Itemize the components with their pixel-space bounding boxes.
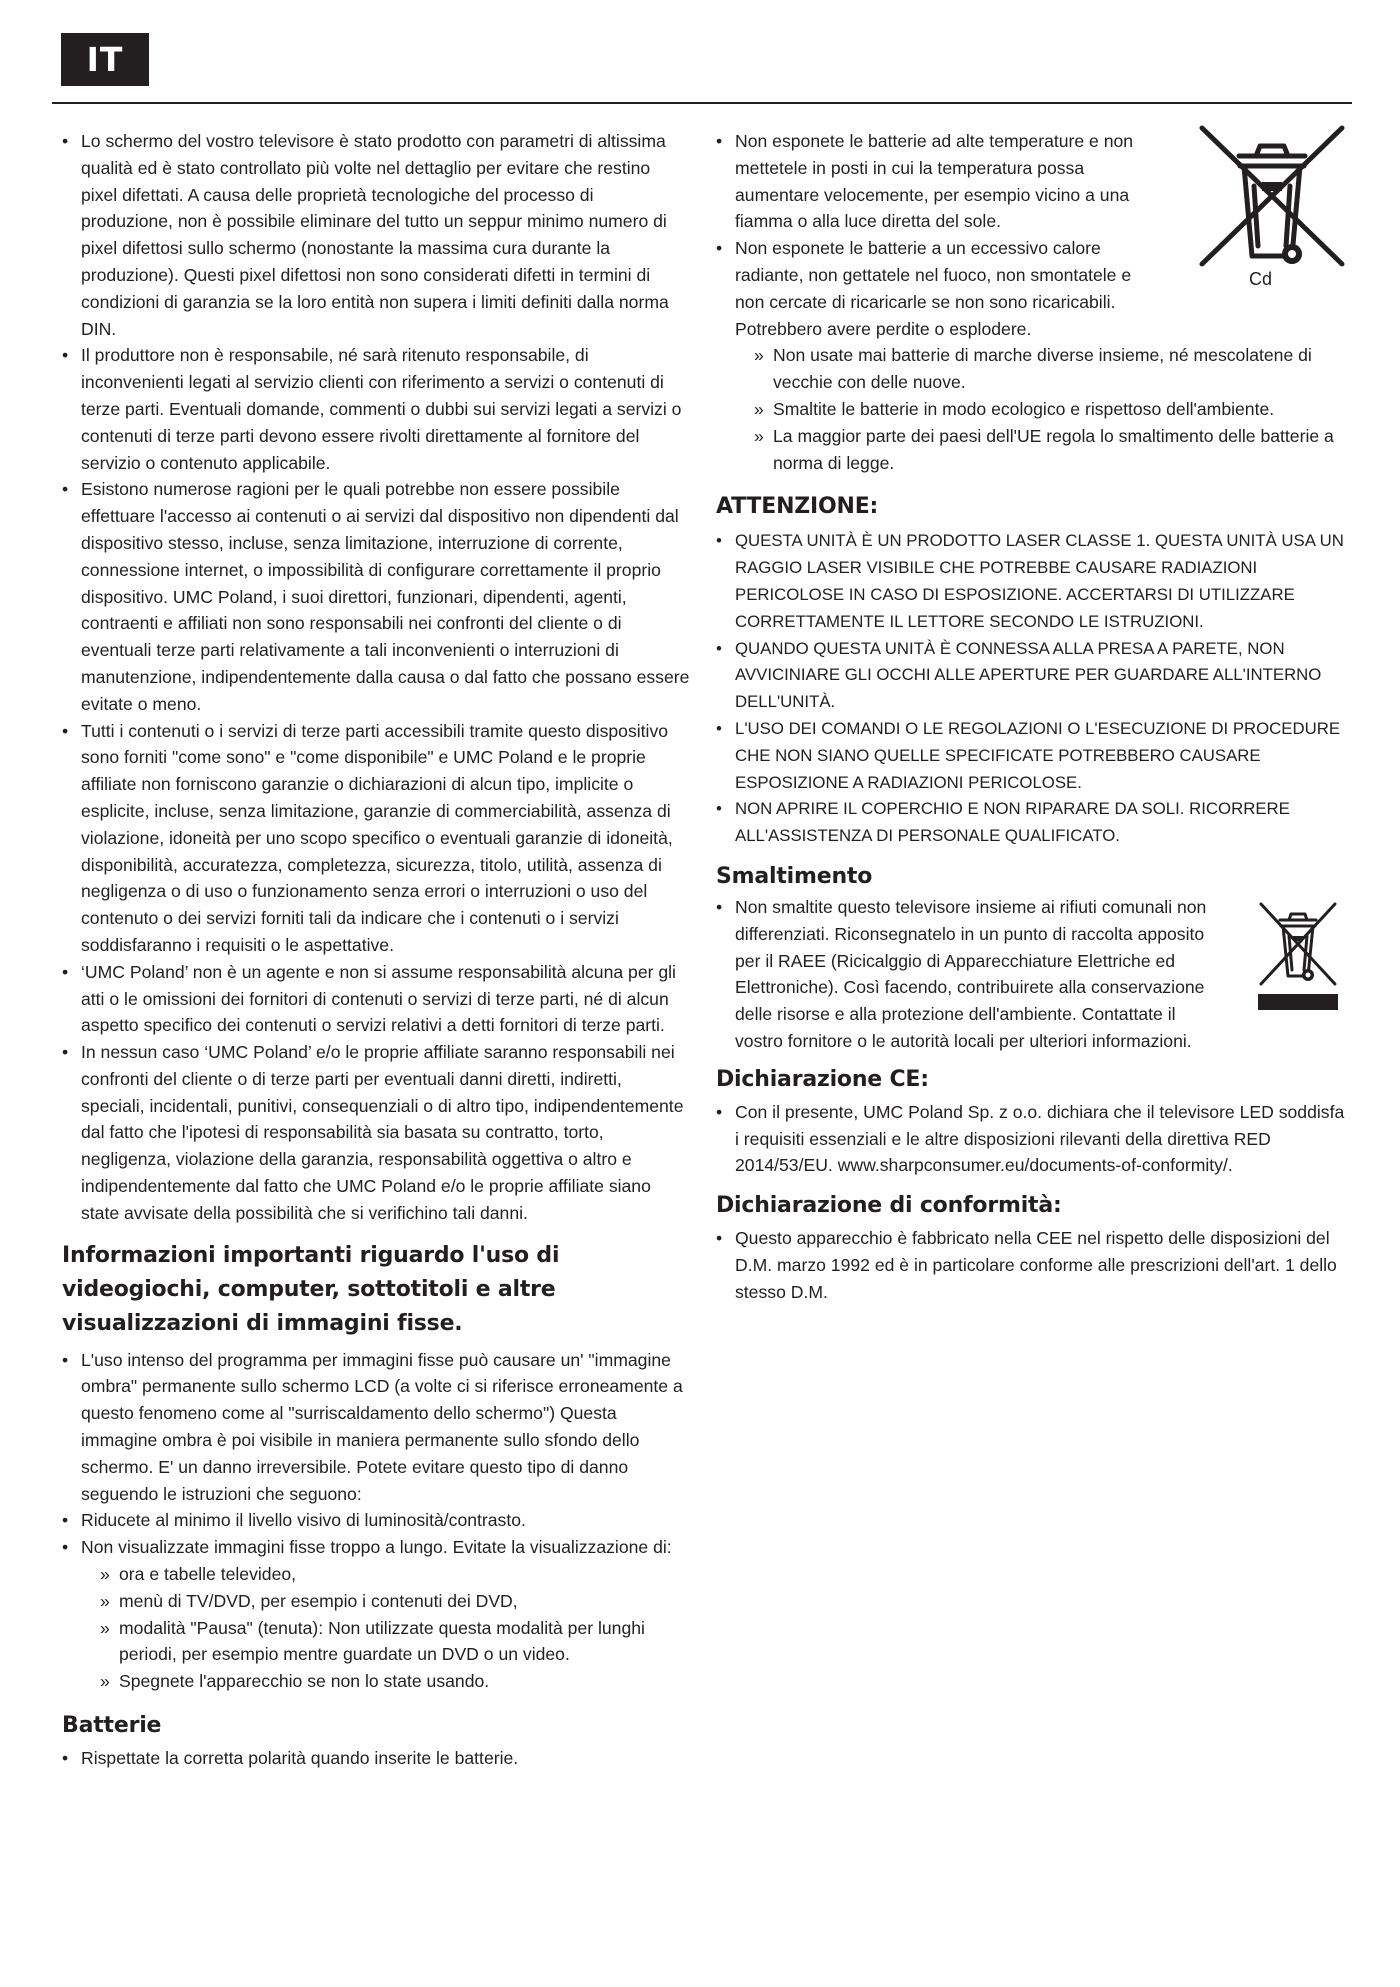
list-item: • Non esponete le batterie a un eccessivo calore radiante, non gettatele nel fuoco, non smontatele e non cercate di ricaricarle se non sono ricaricabili. Potrebbero avere perdite o esplodere. — [716, 235, 1156, 342]
list-item: • Il produttore non è responsabile, né sarà ritenuto responsabile, di inconvenienti legati al servizio clienti con riferimento a servizi o contenuti di terze parti. Eventuali domande, commenti o dubbi sui servizi legati a servizi o contenuti di terze parti devono essere rivolti direttamente al fornitore del servizio o contenuto applicabile. — [62, 342, 690, 476]
conformita-heading: Dichiarazione di conformità: — [716, 1193, 1062, 1219]
language-badge: IT — [61, 33, 149, 86]
header-divider — [52, 102, 1352, 104]
list-item: • Non esponete le batterie ad alte temperature e non mettetele in posti in cui la temperatura possa aumentare velocemente, per esempio vicino a una fiamma o alla luce diretta del sole. — [716, 128, 1156, 235]
sub-list-item: » menù di TV/DVD, per esempio i contenuti dei DVD, — [62, 1588, 690, 1615]
left-column — [62, 128, 690, 1772]
battery-block — [716, 128, 1348, 342]
list-item: • QUANDO QUESTA UNITÀ È CONNESSA ALLA PRESA A PARETE, NON AVVICINIARE GLI OCCHI ALLE APERTURE PER GUARDARE ALL'INTERNO DELL'UNITÀ. — [716, 636, 1348, 716]
list-item: • ‘UMC Poland’ non è un agente e non si assume responsabilità alcuna per gli atti o le omissioni dei fornitori di contenuti o servizi di terze parti, né di alcun aspetto specifico dei contenuti o servizi relativi a detti fornitori di terze parti. — [62, 959, 690, 1039]
battery-list — [716, 128, 1156, 342]
list-item: • Non visualizzate immagini fisse troppo a lungo. Evitate la visualizzazione di: — [62, 1534, 690, 1561]
intro-list — [62, 128, 690, 1227]
smaltimento-heading: Smaltimento — [716, 863, 873, 889]
sub-list-item: » ora e tabelle televideo, — [62, 1561, 690, 1588]
sub-list-item: » modalità "Pausa" (tenuta): Non utilizzate questa modalità per lunghi periodi, per esempio mentre guardate un DVD o un video. — [62, 1615, 690, 1669]
ce-list — [716, 1099, 1348, 1179]
attenzione-list — [716, 528, 1348, 850]
conformita-list — [716, 1225, 1348, 1305]
info-sub-list — [62, 1561, 690, 1695]
list-item: • L'uso intenso del programma per immagini fisse può causare un' "immagine ombra" permanente sullo schermo LCD (a volte ci si riferisce erroneamente a questo fenomeno come al "surriscaldamento dello schermo") Questa immagine ombra è poi visibile in maniera permanente sullo sfondo dello schermo. E' un danno irreversibile. Potete evitare questo tipo di danno seguendo le istruzioni che seguono: — [62, 1347, 690, 1508]
crossed-bin-icon — [1258, 900, 1338, 1012]
list-item: • L'USO DEI COMANDI O LE REGOLAZIONI O L'ESECUZIONE DI PROCEDURE CHE NON SIANO QUELLE SPECIFICATE POTREBBERO CAUSARE ESPOSIZIONE A RADIAZIONI PERICOLOSE. — [716, 716, 1348, 796]
cd-label: Cd — [1249, 269, 1273, 289]
list-item: • NON APRIRE IL COPERCHIO E NON RIPARARE DA SOLI. RICORRERE ALL'ASSISTENZA DI PERSONALE QUALIFICATO. — [716, 796, 1348, 850]
attenzione-heading: ATTENZIONE: — [716, 494, 879, 520]
info-list — [62, 1347, 690, 1561]
list-item: • Riducete al minimo il livello visivo di luminosità/contrasto. — [62, 1507, 690, 1534]
sub-list-item: » Smaltite le batterie in modo ecologico e rispettoso dell'ambiente. — [716, 396, 1348, 423]
list-item: • Questo apparecchio è fabbricato nella CEE nel rispetto delle disposizioni del D.M. marzo 1992 ed è in particolare conforme alle prescrizioni dell'art. 1 dello stesso D.M. — [716, 1225, 1348, 1305]
list-item: • Tutti i contenuti o i servizi di terze parti accessibili tramite questo dispositivo sono forniti "come sono" e "come disponibile" e UMC Poland e le proprie affiliate non forniscono garanzie o dichiarazioni di alcun tipo, implicite o esplicite, incluse, senza limitazione, garanzie di commerciabilità, assenza di violazione, idoneità per uno scopo specifico o eventuali garanzie di idoneità, disponibilità, accuratezza, completezza, sicurezza, titolo, utilità, assenza di negligenza o di uso o funzionamento senza errori o interruzioni o uso del contenuto o dei servizi forniti tali da indicare che i contenuti o i servizi soddisfaranno i requisiti o le aspettative. — [62, 718, 690, 959]
list-item: • In nessun caso ‘UMC Poland’ e/o le proprie affiliate saranno responsabili nei confronti del cliente o di terze parti per eventuali danni diretti, indiretti, speciali, incidentali, punitivi, consequenziali o di altro tipo, indipendentemente dal fatto che l'ipotesi di responsabilità sia basata su contratto, torto, negligenza, violazione della garanzia, responsabilità oggettiva o altro e indipendentemente dal fatto che UMC Poland e/o le proprie affiliate siano state avvisate della possibilità che si verifichino tali danni. — [62, 1039, 690, 1227]
smaltimento-block — [716, 894, 1348, 1055]
list-item: • Con il presente, UMC Poland Sp. z o.o. dichiara che il televisore LED soddisfa i requisiti essenziali e le altre disposizioni rilevanti della direttiva RED 2014/53/EU. www.sharpconsumer.eu/documents-of-conformity/. — [716, 1099, 1348, 1179]
sub-list-item: » La maggior parte dei paesi dell'UE regola lo smaltimento delle batterie a norma di legge. — [716, 423, 1348, 477]
info-heading: Informazioni importanti riguardo l'uso di videogiochi, computer, sottotitoli e altre visualizzazioni di immagini fisse. — [62, 1242, 560, 1336]
smaltimento-list — [716, 894, 1216, 1055]
battery-sub-list — [716, 342, 1348, 476]
battery-weee-icon — [1196, 122, 1348, 302]
batterie-heading: Batterie — [62, 1713, 162, 1739]
right-column — [716, 128, 1348, 1305]
sub-list-item: » Non usate mai batterie di marche diverse insieme, né mescolatene di vecchie con delle nuove. — [716, 342, 1348, 396]
ce-heading: Dichiarazione CE: — [716, 1066, 929, 1092]
weee-icon — [1258, 900, 1338, 1012]
list-item: • Non smaltite questo televisore insieme ai rifiuti comunali non differenziati. Riconsegnatelo in un punto di raccolta apposito per il RAEE (Ricicalggio di Apparecchiature Elettriche ed Elettroniche). Così facendo, contribuirete alla conservazione delle risorse e alla protezione dell'ambiente. Contattate il vostro fornitore o le autorità locali per ulteriori informazioni. — [716, 894, 1216, 1055]
list-item: • Rispettate la corretta polarità quando inserite le batterie. — [62, 1745, 690, 1772]
list-item: • QUESTA UNITÀ È UN PRODOTTO LASER CLASSE 1. QUESTA UNITÀ USA UN RAGGIO LASER VISIBILE CHE POTREBBE CAUSARE RADIAZIONI PERICOLOSE IN CASO DI ESPOSIZIONE. ACCERTARSI DI UTILIZZARE CORRETTAMENTE IL LETTORE SECONDO LE ISTRUZIONI. — [716, 528, 1348, 635]
list-item: • Lo schermo del vostro televisore è stato prodotto con parametri di altissima qualità ed è stato controllato più volte nel dettaglio per evitare che restino pixel difettati. A causa delle proprietà tecnologiche del processo di produzione, non è possibile eliminare del tutto un seppur minimo numero di pixel difettosi sullo schermo (nonostante la massima cura durante la produzione). Questi pixel difettosi non sono considerati difetti in termini di condizioni di garanzia se la loro entità non supera i limiti definiti dalla norma DIN. — [62, 128, 690, 342]
batterie-list — [62, 1745, 690, 1772]
list-item: • Esistono numerose ragioni per le quali potrebbe non essere possibile effettuare l'accesso ai contenuti o ai servizi dal dispositivo non dipendenti dal dispositivo stesso, incluse, senza limitazione, interruzione di corrente, connessione internet, o impossibilità di configurare correttamente il proprio dispositivo. UMC Poland, i suoi direttori, funzionari, dipendenti, agenti, contraenti e affiliati non sono responsabili nei confronti del cliente o di eventuali terze parti relativamente a tali inconvenienti o interruzioni di manutenzione, indipendentemente dalla causa o dal fatto che possano essere evitate o meno. — [62, 476, 690, 717]
sub-list-item: » Spegnete l'apparecchio se non lo state usando. — [62, 1668, 690, 1695]
crossed-bin-icon — [1196, 122, 1348, 267]
